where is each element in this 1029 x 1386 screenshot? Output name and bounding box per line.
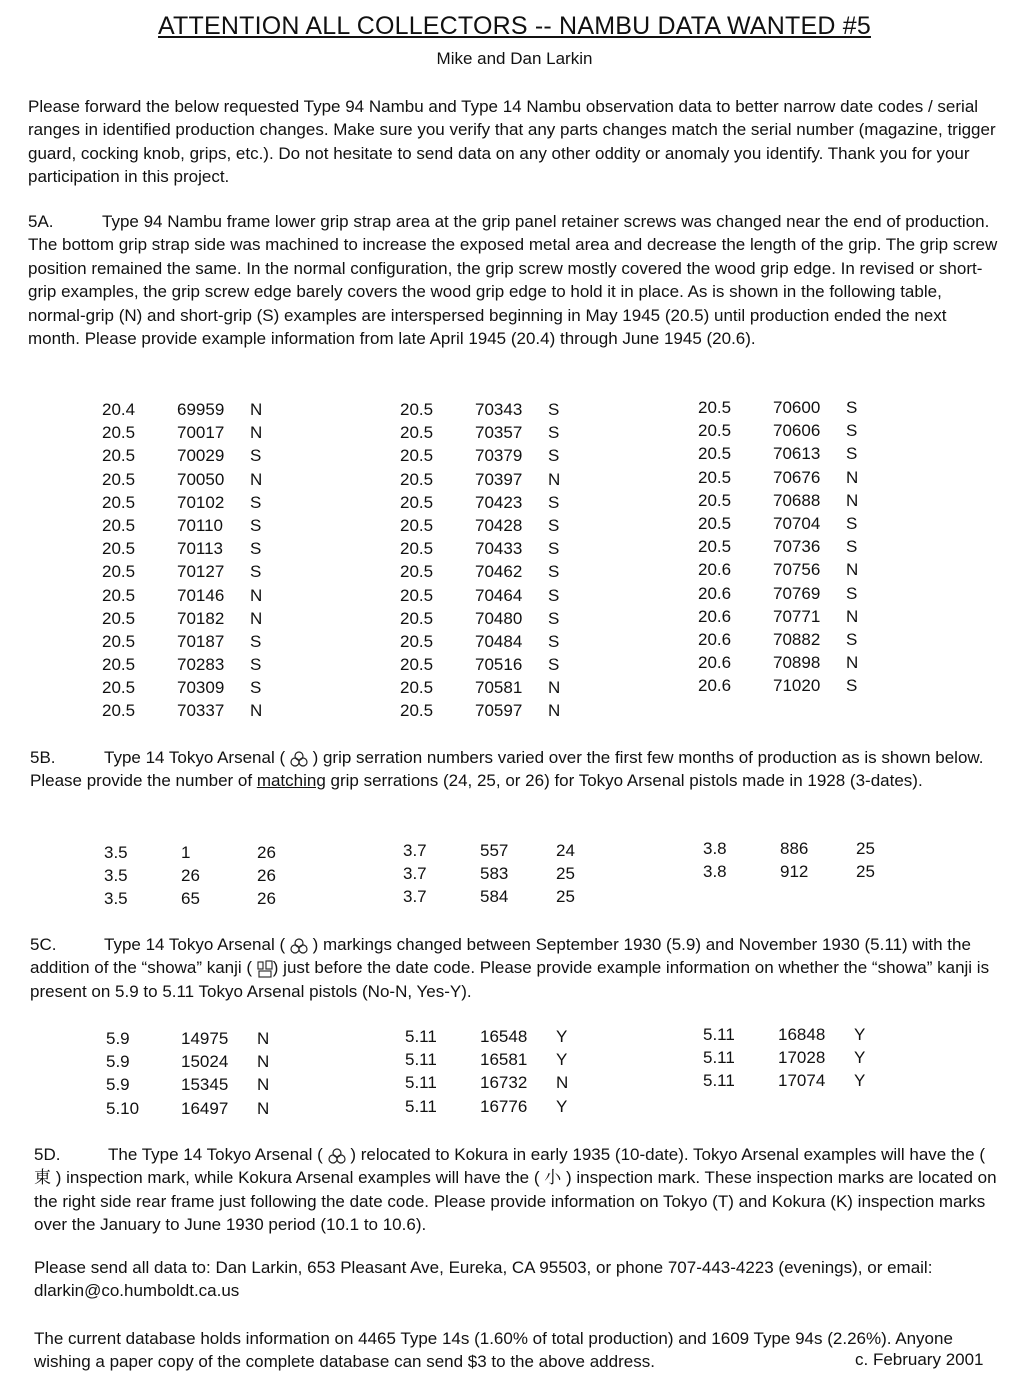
table-cell: 20.5: [400, 423, 434, 443]
section-5c-text-a: Type 14 Tokyo Arsenal (: [104, 935, 286, 954]
table-cell: 20.5: [400, 608, 434, 628]
table-5c-col1: [106, 1027, 297, 1120]
table-cell: N: [257, 1075, 270, 1095]
table-cell: 20.5: [102, 585, 136, 605]
table-row: [405, 1095, 596, 1118]
table-cell: S: [548, 492, 560, 512]
table-cell: 70606: [773, 421, 821, 441]
table-cell: N: [846, 467, 859, 487]
table-cell: 5.9: [106, 1052, 130, 1072]
section-5d-label: 5D.: [34, 1145, 61, 1164]
table-cell: 70397: [475, 469, 523, 489]
table-row: [104, 841, 297, 864]
section-5d-text-d: ) inspection mark. These inspection marks are located on the right side rear frame just following the date code. Please provide information on Tokyo (T) and Kokura (K) inspection marks over the January to June 1930 period (10.1 to 10.6).: [34, 1168, 997, 1235]
table-cell: 20.5: [102, 608, 136, 628]
table-cell: Y: [854, 1071, 866, 1091]
table-cell: 70613: [773, 444, 821, 464]
table-cell: S: [548, 585, 560, 605]
table-cell: S: [548, 631, 560, 651]
table-row: [403, 885, 596, 908]
table-row: [698, 489, 876, 512]
table-cell: N: [846, 606, 859, 626]
table-row: [400, 444, 578, 467]
table-cell: 70102: [177, 492, 225, 512]
table-cell: 20.5: [102, 539, 136, 559]
table-cell: 70736: [773, 537, 821, 557]
showa-kanji-icon: [257, 960, 273, 978]
table-row: [102, 653, 280, 676]
table-5a-col2: [400, 398, 578, 723]
table-cell: 25: [856, 862, 875, 882]
table-cell: 16732: [480, 1073, 528, 1093]
table-cell: 25: [556, 864, 575, 884]
table-cell: 20.5: [400, 678, 434, 698]
table-cell: N: [250, 469, 263, 489]
table-cell: 20.6: [698, 606, 732, 626]
table-cell: N: [257, 1029, 270, 1048]
section-5a-text: Type 94 Nambu frame lower grip strap area at the grip panel retainer screws was changed near the end of production. The bottom grip strap side was machined to increase the exposed metal area and decrease the length of the grip. The grip screw position remained the same. In the normal configuration, the grip screw mostly covered the wood grip edge. In revised or short-grip examples, the grip screw edge barely covers the wood grip edge to hold it in place. As is shown in the following table, normal-grip (N) and short-grip (S) examples are interspersed beginning in May 1945 (20.5) until production ended the next month. Please provide example information from late April 1945 (20.4) through June 1945 (20.6).: [28, 212, 998, 349]
table-row: [703, 1023, 894, 1046]
table-cell: N: [846, 560, 859, 580]
table-row: [698, 466, 876, 489]
table-row: [400, 514, 578, 537]
table-cell: 20.5: [698, 444, 732, 464]
table-5b-col1: [104, 841, 297, 911]
table-cell: Y: [854, 1025, 866, 1044]
table-row: [106, 1027, 297, 1050]
table-cell: S: [250, 631, 262, 651]
table-cell: 70769: [773, 583, 821, 603]
table-row: [403, 862, 596, 885]
table-cell: S: [548, 446, 560, 466]
table-row: [102, 421, 280, 444]
table-cell: 20.5: [400, 446, 434, 466]
table-cell: 70898: [773, 653, 821, 673]
table-cell: S: [250, 515, 262, 535]
table-cell: 70516: [475, 655, 523, 675]
table-cell: 20.5: [698, 513, 732, 533]
table-row: [698, 535, 876, 558]
table-row: [400, 398, 578, 421]
table-row: [405, 1048, 596, 1071]
table-cell: 5.11: [405, 1027, 437, 1046]
section-5d-text-c: ) inspection mark, while Kokura Arsenal examples will have the (: [55, 1168, 540, 1188]
table-cell: S: [548, 655, 560, 675]
table-cell: 25: [856, 839, 875, 858]
table-row: [703, 1046, 894, 1069]
table-cell: 70462: [475, 562, 523, 582]
table-cell: 70480: [475, 608, 523, 628]
table-cell: 886: [780, 839, 809, 858]
table-row: [405, 1071, 596, 1094]
table-row: [698, 396, 876, 419]
table-5b-col2: [403, 839, 596, 909]
section-5b: [30, 746, 1005, 793]
section-5c-text-b: ) markings changed between September 1930 (5.9) and November 1930 (5.11) with the addition of the “showa” kanji (: [30, 935, 971, 978]
table-cell: 70581: [475, 678, 523, 698]
table-cell: N: [250, 608, 263, 628]
authors: Mike and Dan Larkin: [436, 49, 593, 68]
table-cell: 70309: [177, 678, 225, 698]
table-cell: 20.5: [102, 423, 136, 443]
table-cell: 70433: [475, 539, 523, 559]
table-cell: S: [548, 608, 560, 628]
table-cell: 20.5: [698, 421, 732, 441]
table-row: [102, 444, 280, 467]
intro-paragraph: Please forward the below requested Type 94 Nambu and Type 14 Nambu observation data to better narrow date codes / serial ranges in identified production changes. Make sure you verify that any parts changes match the serial number (magazine, trigger guard, cocking knob, grips, etc.). Do not hesitate to send data on any other oddity or anomaly you identify. Thank you for your participation in this project.: [28, 97, 996, 187]
kokura-inspection-kanji: 小: [544, 1168, 562, 1188]
table-cell: S: [548, 515, 560, 535]
contact-paragraph: Please send all data to: Dan Larkin, 653 Pleasant Ave, Eureka, CA 95503, or phone 707-443-4223 (evenings), or email: dlarkin@co.humboldt.ca.us: [34, 1258, 933, 1301]
table-cell: S: [548, 562, 560, 582]
table-row: [698, 512, 876, 535]
table-cell: 3.7: [403, 864, 427, 884]
table-cell: 70676: [773, 467, 821, 487]
table-cell: 5.11: [703, 1071, 735, 1091]
table-row: [400, 699, 578, 722]
table-cell: 70113: [177, 539, 224, 559]
table-cell: 3.7: [403, 887, 427, 907]
table-row: [102, 630, 280, 653]
section-5b-label: 5B.: [30, 748, 56, 767]
table-row: [106, 1050, 297, 1073]
table-cell: 20.5: [698, 537, 732, 557]
table-5c-col2: [405, 1025, 596, 1118]
table-cell: N: [250, 701, 263, 721]
table-cell: 14975: [181, 1029, 229, 1048]
table-cell: 70484: [475, 631, 523, 651]
table-cell: N: [548, 469, 561, 489]
table-row: [102, 468, 280, 491]
table-cell: 69959: [177, 400, 225, 419]
table-cell: 20.6: [698, 653, 732, 673]
table-cell: 70050: [177, 469, 225, 489]
table-cell: N: [257, 1052, 270, 1072]
table-row: [698, 651, 876, 674]
table-row: [400, 653, 578, 676]
table-cell: 70182: [177, 608, 225, 628]
table-cell: N: [548, 678, 561, 698]
table-cell: 16776: [480, 1096, 528, 1116]
table-row: [102, 537, 280, 560]
table-cell: 20.4: [102, 400, 136, 419]
table-cell: S: [846, 421, 858, 441]
table-cell: 583: [480, 864, 509, 884]
table-cell: N: [846, 490, 859, 510]
table-row: [104, 887, 297, 910]
table-cell: 3.5: [104, 866, 128, 886]
table-cell: 20.6: [698, 629, 732, 649]
table-cell: N: [548, 701, 561, 721]
table-cell: 20.5: [400, 585, 434, 605]
table-cell: 3.5: [104, 843, 128, 862]
table-cell: Y: [556, 1027, 568, 1046]
table-cell: N: [556, 1073, 569, 1093]
table-cell: 5.11: [703, 1048, 735, 1068]
table-cell: S: [846, 537, 858, 557]
table-cell: 15024: [181, 1052, 229, 1072]
table-cell: N: [250, 400, 263, 419]
table-cell: 70357: [475, 423, 523, 443]
table-cell: 5.11: [405, 1096, 437, 1116]
table-cell: 26: [257, 866, 276, 886]
table-cell: 24: [556, 841, 575, 860]
tokyo-arsenal-logo-icon: [290, 938, 308, 954]
table-cell: 70146: [177, 585, 225, 605]
table-cell: S: [250, 539, 262, 559]
table-cell: 20.5: [400, 539, 434, 559]
table-cell: 70423: [475, 492, 523, 512]
table-cell: S: [846, 444, 858, 464]
table-cell: 912: [780, 862, 809, 882]
tokyo-inspection-kanji: 東: [34, 1168, 51, 1188]
table-cell: 20.5: [698, 490, 732, 510]
table-cell: 20.5: [102, 492, 136, 512]
table-cell: Y: [556, 1096, 568, 1116]
table-row: [400, 491, 578, 514]
section-5b-text-b: ) grip serration numbers varied over the first few months of production as is shown below. Please provide the number of: [30, 748, 984, 791]
table-cell: 70428: [475, 515, 523, 535]
table-5a-col3: [698, 396, 876, 697]
table-row: [698, 605, 876, 628]
table-cell: 20.5: [400, 655, 434, 675]
table-cell: 20.6: [698, 583, 732, 603]
section-5a: [28, 210, 1003, 350]
table-cell: 3.8: [703, 862, 727, 882]
table-cell: 5.10: [106, 1098, 140, 1118]
table-row: [102, 491, 280, 514]
table-cell: 15345: [181, 1075, 229, 1095]
table-cell: 20.6: [698, 676, 732, 696]
table-cell: 17028: [778, 1048, 826, 1068]
table-cell: S: [548, 400, 560, 419]
table-cell: 70127: [177, 562, 225, 582]
section-5d-text-a: The Type 14 Tokyo Arsenal (: [108, 1145, 323, 1164]
table-cell: 20.5: [102, 655, 136, 675]
table-cell: 70029: [177, 446, 225, 466]
tokyo-arsenal-logo-icon: [290, 751, 308, 767]
table-cell: S: [250, 562, 262, 582]
table-cell: 20.5: [400, 469, 434, 489]
table-row: [400, 537, 578, 560]
table-row: [102, 514, 280, 537]
table-5a-col1: [102, 398, 280, 723]
table-cell: S: [250, 678, 262, 698]
table-5b-col3: [703, 837, 896, 883]
table-row: [698, 442, 876, 465]
section-5d-text-b: ) relocated to Kokura in early 1935 (10-date). Tokyo Arsenal examples will have the (: [350, 1145, 985, 1164]
table-row: [102, 398, 280, 421]
table-cell: 20.5: [698, 467, 732, 487]
table-row: [400, 560, 578, 583]
table-row: [106, 1097, 297, 1120]
table-cell: 16581: [480, 1050, 528, 1070]
table-row: [400, 607, 578, 630]
table-cell: 25: [556, 887, 575, 907]
table-row: [102, 676, 280, 699]
table-cell: 20.5: [400, 400, 434, 419]
section-5c: [30, 933, 1005, 1003]
table-5c-col3: [703, 1023, 894, 1093]
table-row: [698, 558, 876, 581]
table-cell: 70343: [475, 400, 523, 419]
table-cell: 26: [181, 866, 200, 886]
table-cell: 20.5: [102, 701, 136, 721]
table-cell: S: [250, 655, 262, 675]
table-cell: N: [250, 423, 263, 443]
table-cell: Y: [556, 1050, 568, 1070]
section-5b-text-c: grip serrations (24, 25, or 26) for Tokyo Arsenal pistols made in 1928 (3-dates).: [325, 771, 923, 791]
table-cell: 3.7: [403, 841, 427, 860]
table-cell: S: [548, 423, 560, 443]
table-cell: S: [846, 513, 858, 533]
table-cell: 65: [181, 889, 200, 909]
table-row: [400, 676, 578, 699]
table-cell: 3.8: [703, 839, 727, 858]
table-cell: S: [846, 583, 858, 603]
table-cell: S: [846, 398, 858, 417]
table-cell: 70756: [773, 560, 821, 580]
table-cell: S: [250, 446, 262, 466]
table-cell: 1: [181, 843, 191, 862]
table-cell: 584: [480, 887, 509, 907]
table-cell: 20.5: [102, 631, 136, 651]
section-5c-label: 5C.: [30, 935, 57, 954]
table-row: [703, 837, 896, 860]
table-cell: 70597: [475, 701, 523, 721]
table-cell: N: [846, 653, 859, 673]
table-cell: 5.9: [106, 1075, 130, 1095]
table-cell: 17074: [778, 1071, 826, 1091]
table-cell: 5.11: [405, 1073, 437, 1093]
table-cell: 20.5: [400, 492, 434, 512]
database-paragraph: The current database holds information on 4465 Type 14s (1.60% of total production) and 1609 Type 94s (2.26%). Anyone wishing a paper copy of the complete database can send $3 to the above address.: [34, 1329, 953, 1372]
table-cell: 20.5: [400, 631, 434, 651]
table-cell: S: [846, 676, 858, 696]
table-row: [405, 1025, 596, 1048]
table-cell: 557: [480, 841, 509, 860]
table-row: [102, 607, 280, 630]
document-date: c. February 2001: [855, 1350, 984, 1369]
table-cell: Y: [854, 1048, 866, 1068]
table-row: [104, 864, 297, 887]
section-5c-text-c: ) just before the date code. Please provide example information on whether the “showa” kanji is present on 5.9 to 5.11 Tokyo Arsenal pistols (No-N, Yes-Y).: [30, 958, 990, 1001]
table-row: [698, 582, 876, 605]
table-cell: S: [846, 629, 858, 649]
table-cell: 70187: [177, 631, 225, 651]
table-cell: S: [548, 539, 560, 559]
table-cell: 3.5: [104, 889, 128, 909]
table-cell: 20.5: [102, 678, 136, 698]
page-title: ATTENTION ALL COLLECTORS -- NAMBU DATA WANTED #5: [158, 12, 871, 40]
table-cell: 70017: [177, 423, 225, 443]
table-row: [698, 674, 876, 697]
table-row: [703, 1069, 894, 1092]
table-cell: 16497: [181, 1098, 229, 1118]
table-row: [102, 560, 280, 583]
table-cell: 5.11: [703, 1025, 735, 1044]
table-row: [400, 584, 578, 607]
table-row: [400, 630, 578, 653]
table-cell: 20.5: [102, 446, 136, 466]
table-row: [102, 699, 280, 722]
table-cell: 70379: [475, 446, 523, 466]
table-cell: 70600: [773, 398, 821, 417]
table-cell: 70283: [177, 655, 225, 675]
table-cell: 70704: [773, 513, 821, 533]
table-cell: N: [257, 1098, 270, 1118]
table-cell: 20.5: [400, 515, 434, 535]
table-cell: 16548: [480, 1027, 528, 1046]
table-cell: S: [250, 492, 262, 512]
table-cell: 70771: [773, 606, 821, 626]
table-row: [102, 584, 280, 607]
table-row: [400, 468, 578, 491]
table-cell: 70110: [177, 515, 224, 535]
section-5b-text-a: Type 14 Tokyo Arsenal (: [104, 748, 286, 767]
table-cell: 26: [257, 843, 276, 862]
table-row: [400, 421, 578, 444]
table-cell: 20.5: [400, 562, 434, 582]
table-row: [403, 839, 596, 862]
section-5d: [34, 1143, 999, 1237]
table-cell: 71020: [773, 676, 821, 696]
table-cell: 20.5: [698, 398, 732, 417]
table-cell: 26: [257, 889, 276, 909]
table-cell: N: [250, 585, 263, 605]
table-cell: 20.5: [102, 515, 136, 535]
table-cell: 5.11: [405, 1050, 437, 1070]
table-cell: 20.5: [102, 562, 136, 582]
table-cell: 70688: [773, 490, 821, 510]
table-row: [106, 1073, 297, 1096]
table-cell: 20.5: [102, 469, 136, 489]
table-cell: 20.5: [400, 701, 434, 721]
table-cell: 70882: [773, 629, 821, 649]
table-cell: 70337: [177, 701, 225, 721]
section-5b-underlined: matching: [256, 771, 326, 791]
section-5a-label: 5A.: [28, 212, 54, 231]
table-cell: 16848: [778, 1025, 826, 1044]
tokyo-arsenal-logo-icon: [328, 1148, 346, 1164]
table-cell: 20.6: [698, 560, 732, 580]
table-cell: 70464: [475, 585, 523, 605]
table-row: [698, 419, 876, 442]
table-row: [698, 628, 876, 651]
table-row: [703, 860, 896, 883]
table-cell: 5.9: [106, 1029, 130, 1048]
